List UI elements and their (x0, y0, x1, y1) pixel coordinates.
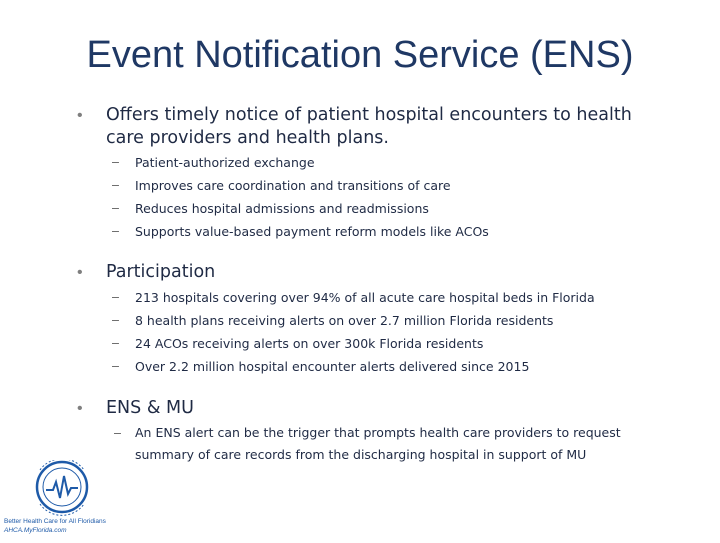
bullet-ens-mu: ENS & MU (106, 398, 194, 418)
dash-marker: – (112, 224, 119, 238)
dash-marker: – (112, 290, 119, 304)
sub-item-patient-authorized: Patient-authorized exchange (135, 155, 315, 170)
sub-item-care-coordination: Improves care coordination and transitions of care (135, 178, 451, 193)
dash-marker: – (112, 359, 119, 373)
bullet-participation: Participation (106, 262, 216, 282)
bullet-marker: • (77, 400, 83, 417)
dash-marker: – (112, 336, 119, 350)
bullet-marker: • (77, 107, 83, 124)
sub-item-reduces-admissions: Reduces hospital admissions and readmissions (135, 201, 429, 216)
dash-marker: – (112, 155, 119, 169)
ahca-logo (4, 460, 122, 538)
sub-item-acos: 24 ACOs receiving alerts on over 300k Florida residents (135, 336, 484, 351)
logo-tagline: Better Health Care for All Floridians (4, 518, 106, 525)
sub-item-ens-alert-trigger: An ENS alert can be the trigger that prompts health care providers to request summary of care records from the discharging hospital in support of MU (135, 425, 621, 462)
slide-title: Event Notification Service (ENS) (86, 34, 634, 76)
bullet-offers-timely-notice: Offers timely notice of patient hospital encounters to health care providers and health plans. (106, 105, 632, 148)
logo-org: AHCA.MyFlorida.com (4, 527, 67, 534)
dash-marker: – (112, 313, 119, 327)
dash-marker: – (114, 426, 121, 440)
sub-item-alerts-delivered: Over 2.2 million hospital encounter alerts delivered since 2015 (135, 359, 530, 374)
bullet-marker: • (77, 264, 83, 281)
dash-marker: – (112, 201, 119, 215)
dash-marker: – (112, 178, 119, 192)
sub-item-value-based-payment: Supports value-based payment reform models like ACOs (135, 224, 489, 239)
sub-item-hospitals: 213 hospitals covering over 94% of all acute care hospital beds in Florida (135, 290, 595, 305)
sub-item-health-plans: 8 health plans receiving alerts on over 2.7 million Florida residents (135, 313, 554, 328)
